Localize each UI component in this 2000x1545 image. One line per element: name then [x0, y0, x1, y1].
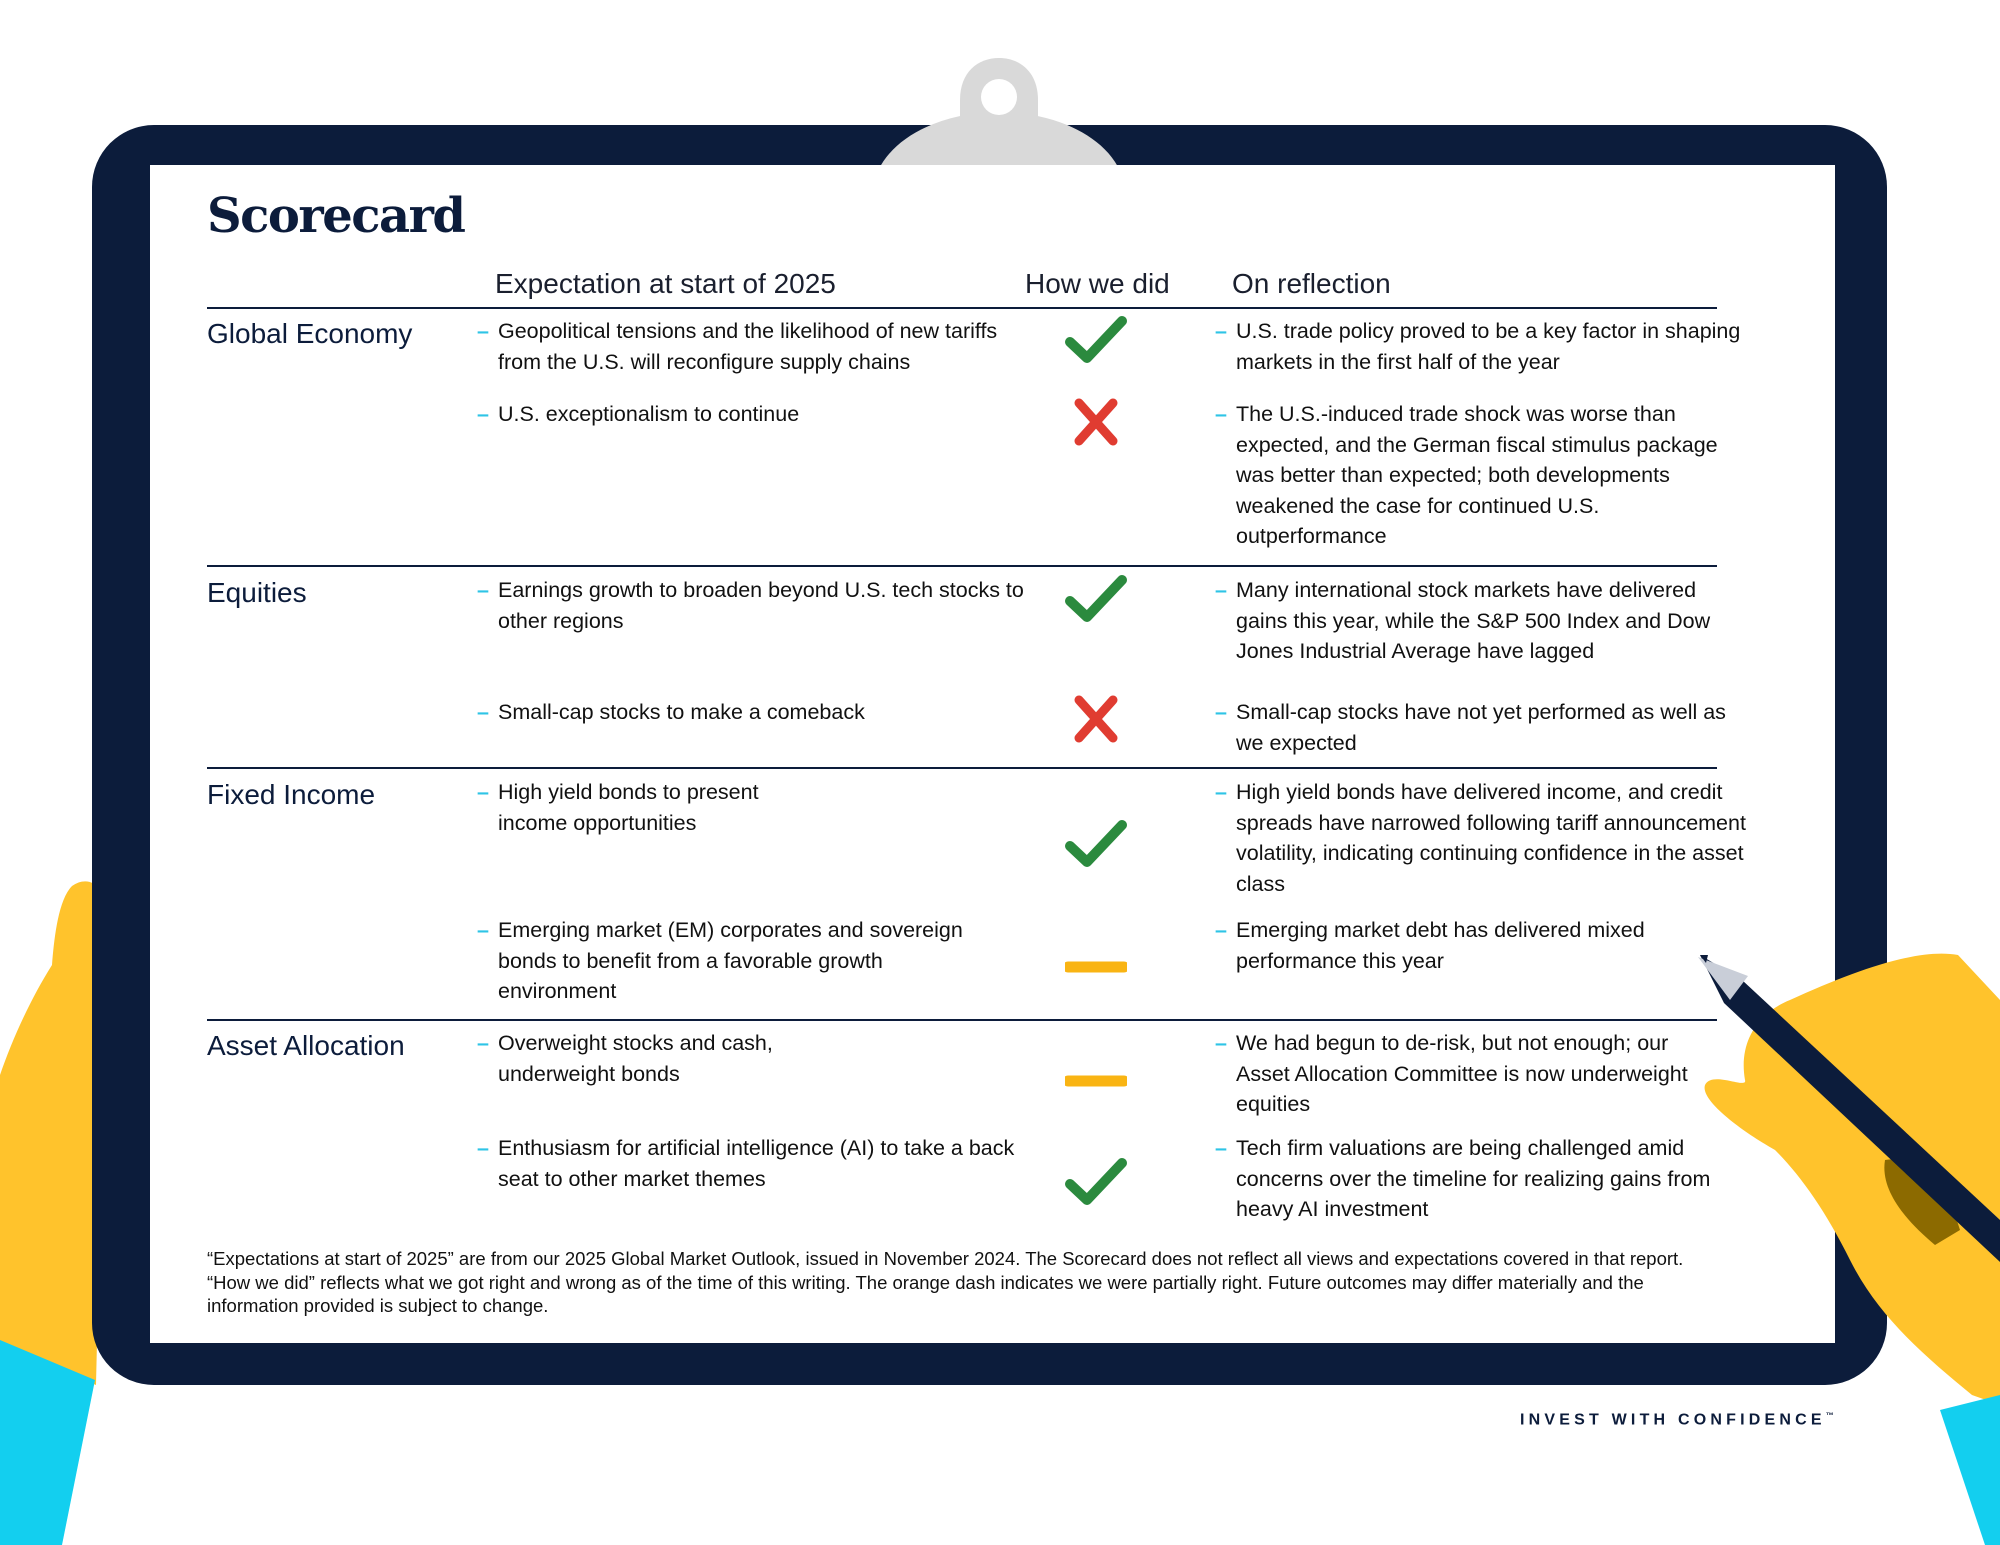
reflection-item: [1215, 777, 1746, 899]
reflection-item: [1215, 915, 1696, 976]
reflection-item: [1215, 1133, 1746, 1225]
reflection-text: Small-cap stocks have not yet performed as well as we expected: [1236, 700, 1726, 755]
bullet-dash: –: [1215, 700, 1227, 724]
expectation-text: Overweight stocks and cash, underweight bonds: [498, 1031, 773, 1086]
cross-icon: [1065, 694, 1127, 746]
checkmark-icon: [1065, 573, 1127, 625]
expectation-text: Small-cap stocks to make a comeback: [498, 700, 865, 724]
bullet-dash: –: [477, 780, 489, 804]
reflection-item: [1215, 697, 1746, 758]
bullet-dash: –: [1215, 780, 1227, 804]
expectation-item: [477, 697, 1038, 728]
section-divider: [207, 565, 1717, 567]
bullet-dash: –: [1215, 578, 1227, 602]
expectation-item: [477, 316, 1038, 377]
section-divider: [207, 767, 1717, 769]
bullet-dash: –: [477, 578, 489, 602]
expectation-item: [477, 1028, 838, 1089]
bullet-dash: –: [1215, 1031, 1227, 1055]
category-equities: Equities: [207, 577, 307, 608]
expectation-item: [477, 777, 798, 838]
brand-tagline: [1520, 1411, 1834, 1429]
reflection-text: High yield bonds have delivered income, and credit spreads have narrowed following tariff announcement volatility, indicating continuing confidence in the asset class: [1236, 780, 1746, 896]
bullet-dash: –: [477, 402, 489, 426]
reflection-text: Emerging market debt has delivered mixed performance this year: [1236, 918, 1645, 973]
reflection-text: Many international stock markets have delivered gains this year, while the S&P 500 Index and Dow Jones Industrial Average have lagged: [1236, 578, 1711, 663]
bullet-dash: –: [1215, 402, 1227, 426]
reflection-item: [1215, 1028, 1716, 1120]
reflection-text: Tech firm valuations are being challenged amid concerns over the timeline for realizing gains from heavy AI investment: [1236, 1136, 1711, 1221]
section-divider: [207, 1019, 1717, 1021]
reflection-item: [1215, 575, 1746, 667]
partial-dash-icon: [1065, 942, 1127, 994]
expectation-text: High yield bonds to present income opportunities: [498, 780, 759, 835]
bullet-dash: –: [1215, 1136, 1227, 1160]
column-header-how-we-did: How we did: [1025, 268, 1170, 299]
tagline-text: INVEST WITH CONFIDENCE: [1520, 1411, 1826, 1429]
category-asset-allocation: Asset Allocation: [207, 1030, 405, 1061]
bullet-dash: –: [1215, 319, 1227, 343]
reflection-text: U.S. trade policy proved to be a key factor in shaping markets in the first half of the year: [1236, 319, 1741, 374]
bullet-dash: –: [477, 319, 489, 343]
page-title: Scorecard: [207, 188, 465, 244]
column-header-reflection: On reflection: [1232, 268, 1391, 299]
expectation-text: Emerging market (EM) corporates and sovereign bonds to benefit from a favorable growth environment: [498, 918, 963, 1003]
expectation-text: Geopolitical tensions and the likelihood of new tariffs from the U.S. will reconfigure supply chains: [498, 319, 998, 374]
bullet-dash: –: [477, 700, 489, 724]
column-header-expectation: Expectation at start of 2025: [495, 268, 836, 299]
header-divider: [207, 307, 1717, 309]
expectation-text: Earnings growth to broaden beyond U.S. tech stocks to other regions: [498, 578, 1024, 633]
checkmark-icon: [1065, 314, 1127, 366]
bullet-dash: –: [1215, 918, 1227, 942]
expectation-text: U.S. exceptionalism to continue: [498, 402, 800, 426]
cross-icon: [1065, 397, 1127, 449]
bullet-dash: –: [477, 1031, 489, 1055]
bullet-dash: –: [477, 918, 489, 942]
expectation-item: [477, 575, 1038, 636]
category-global-economy: Global Economy: [207, 318, 413, 349]
trademark-mark: ™: [1825, 1411, 1834, 1420]
checkmark-icon: [1065, 818, 1127, 870]
expectation-text: Enthusiasm for artificial intelligence (AI) to take a back seat to other market themes: [498, 1136, 1015, 1191]
bullet-dash: –: [477, 1136, 489, 1160]
partial-dash-icon: [1065, 1056, 1127, 1108]
category-fixed-income: Fixed Income: [207, 779, 376, 810]
expectation-item: [477, 399, 1038, 430]
expectation-item: [477, 915, 968, 1007]
reflection-text: We had begun to de-risk, but not enough; our Asset Allocation Committee is now underweight equities: [1236, 1031, 1688, 1116]
reflection-item: [1215, 316, 1746, 377]
reflection-item: [1215, 399, 1746, 552]
reflection-text: The U.S.-induced trade shock was worse than expected, and the German fiscal stimulus package was better than expected; both developments weakened the case for continued U.S. outperformance: [1236, 402, 1718, 548]
expectation-item: [477, 1133, 1038, 1194]
footnote: “Expectations at start of 2025” are from our 2025 Global Market Outlook, issued in November 2024. The Scorecard does not reflect all views and expectations covered in that report. “How we did” reflects what we got right and wrong as of the time of this writing. The orange dash indicates we were partially right. Future outcomes may differ materially and the information provided is subject to change.: [207, 1248, 1684, 1316]
checkmark-icon: [1065, 1156, 1127, 1208]
